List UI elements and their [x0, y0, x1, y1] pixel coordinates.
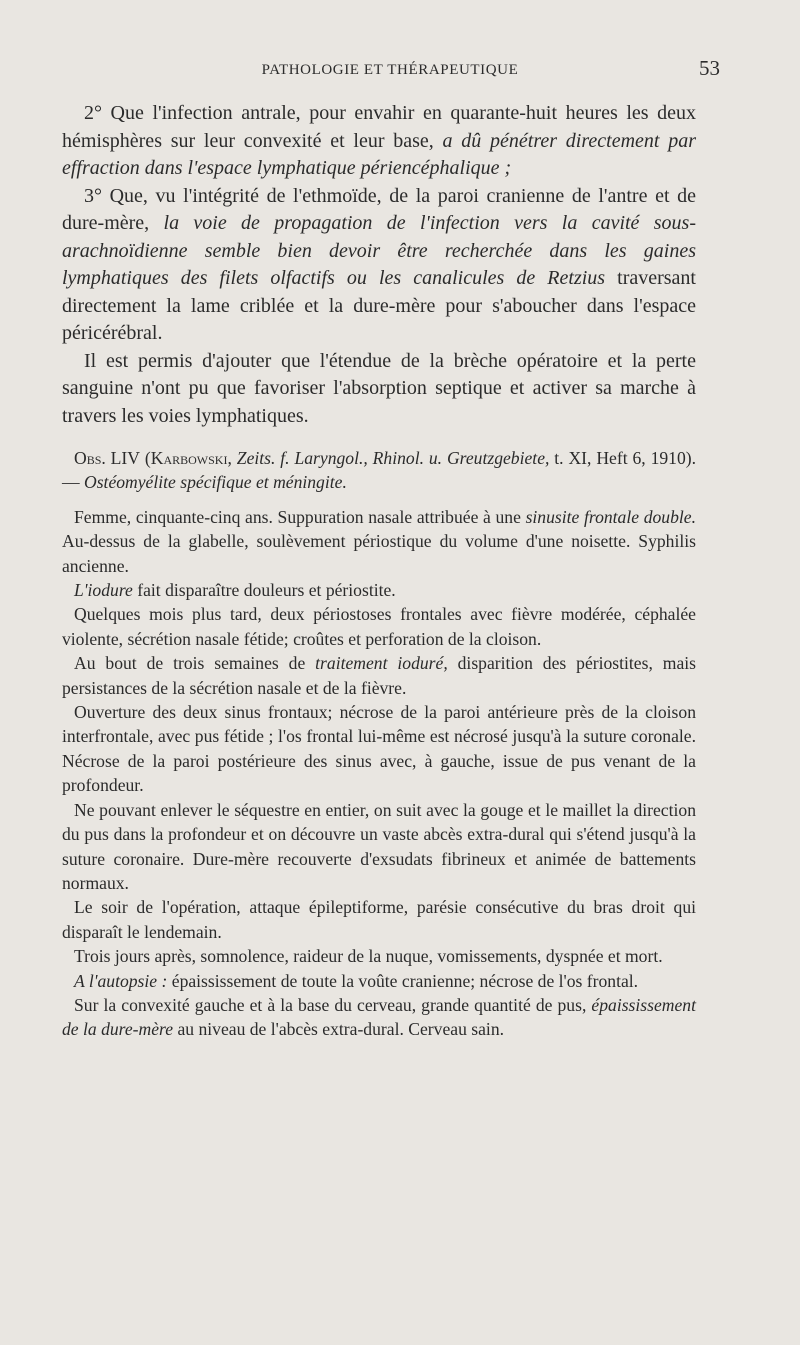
text-span: au niveau de l'abcès extra-dural. Cerveau sain.: [173, 1019, 505, 1040]
text-span: Au-dessus de la glabelle, soulèvement périostique du volume d'une noisette. Syphilis ancienne.: [62, 531, 696, 576]
observation-heading: [62, 446, 696, 495]
text-span: épaississement de toute la voûte cranienne; nécrose de l'os frontal.: [167, 970, 639, 991]
case-paragraph-10: [62, 993, 696, 1042]
case-paragraph-9: [62, 969, 696, 993]
volume-info: t. XI, Heft 6, 1910). —: [62, 448, 697, 493]
case-report: [62, 505, 696, 1042]
case-paragraph-3: Quelques mois plus tard, deux périostoses frontales avec fièvre modérée, céphalée violente, sécrétion nasale fétide; croûtes et perforation de la cloison.: [62, 604, 696, 649]
italic-span: traitement ioduré,: [315, 653, 448, 674]
obs-label: Obs. LIV: [74, 448, 140, 468]
paragraph-conclusion-3: [62, 183, 696, 348]
case-paragraph-6: Ne pouvant enlever le séquestre en entier, on suit avec la gouge et le maillet la direction du pus dans la profondeur et on découvre un vaste abcès extra-dural qui s'étend jusqu'à la suture coronaire. Dure-mère recouverte d'exsudats fibrineux et animée de battements normaux.: [62, 799, 696, 893]
running-title: PATHOLOGIE ET THÉRAPEUTIQUE: [261, 62, 519, 78]
text-span: disparition des périostites, mais persistances de la sécrétion nasale et de la fièvre.: [62, 653, 696, 698]
text-span: Au bout de trois semaines de: [74, 653, 316, 674]
italic-span: a dû pénétrer directement par effraction dans l'espace lymphatique périencéphalique ;: [62, 129, 696, 179]
case-paragraph-8: Trois jours après, somnolence, raideur de la nuque, vomissements, dyspnée et mort.: [74, 946, 663, 967]
text-span: Sur la convexité gauche et à la base du cerveau, grande quantité de pus,: [74, 994, 592, 1015]
italic-span: A l'autopsie :: [74, 970, 168, 991]
text-span: traversant directement la lame criblée et la dure-mère pour s'aboucher dans l'espace péricérébral.: [62, 267, 696, 344]
italic-span: sinusite frontale double.: [525, 506, 696, 527]
page-header: [60, 56, 720, 86]
observation-title: Ostéomyélite spécifique et méningite.: [84, 472, 347, 493]
observation-reference: Obs. LIV (Karbowski, Zeits. f. Laryngol., Rhinol. u. Greutzgebiete, t. XI, Heft 6, 1910). — Ostéomyélite spécifique et méningite.: [62, 448, 697, 493]
case-paragraph-5: Ouverture des deux sinus frontaux; nécrose de la paroi antérieure près de la cloison interfrontale, avec pus fétide ; l'os frontal lui-même est nécrosé jusqu'à la suture coronale. Nécrose de la paroi postérieure des sinus avec, à gauche, issue de pus venant de la profondeur.: [62, 702, 696, 796]
text-span: fait disparaître douleurs et périostite.: [132, 580, 396, 601]
author-name: Karbowski: [150, 448, 228, 468]
case-paragraph-7: Le soir de l'opération, attaque épileptiforme, parésie consécutive du bras droit qui disparaît le lendemain.: [62, 897, 696, 942]
italic-span: L'iodure: [74, 580, 133, 601]
text-span: Femme, cinquante-cinq ans. Suppuration nasale attribuée à une: [74, 506, 526, 527]
case-paragraph-4: [62, 651, 696, 700]
paragraph-conclusion-2: [62, 100, 696, 183]
italic-span: la voie de propagation de l'infection vers la cavité sous-arachnoïdienne semble bien devoir être recherchée dans les gaines lymphatiques des filets olfactifs ou les canalicules de Retzius: [62, 212, 697, 289]
italic-span: épaississement de la dure-mère: [62, 994, 696, 1040]
page-number: 53: [699, 56, 720, 80]
conclusions-section: [62, 100, 696, 430]
text-span: 3° Que, vu l'intégrité de l'ethmoïde, de la paroi cranienne de l'antre et de dure-mère,: [62, 184, 696, 234]
paragraph-remark: Il est permis d'ajouter que l'étendue de la brèche opératoire et la perte sanguine n'ont pu que favoriser l'absorption septique et activer sa marche à travers les voies lymphatiques.: [62, 349, 696, 427]
body-text: [62, 100, 696, 1042]
text-span: 2° Que l'infection antrale, pour envahir en quarante-huit heures les deux hémisphères sur leur convexité et leur base,: [62, 102, 696, 152]
case-paragraph-1: [62, 505, 696, 578]
case-paragraph-2: [62, 578, 696, 602]
journal-name: Zeits. f. Laryngol., Rhinol. u. Greutzgebiete,: [236, 448, 550, 468]
